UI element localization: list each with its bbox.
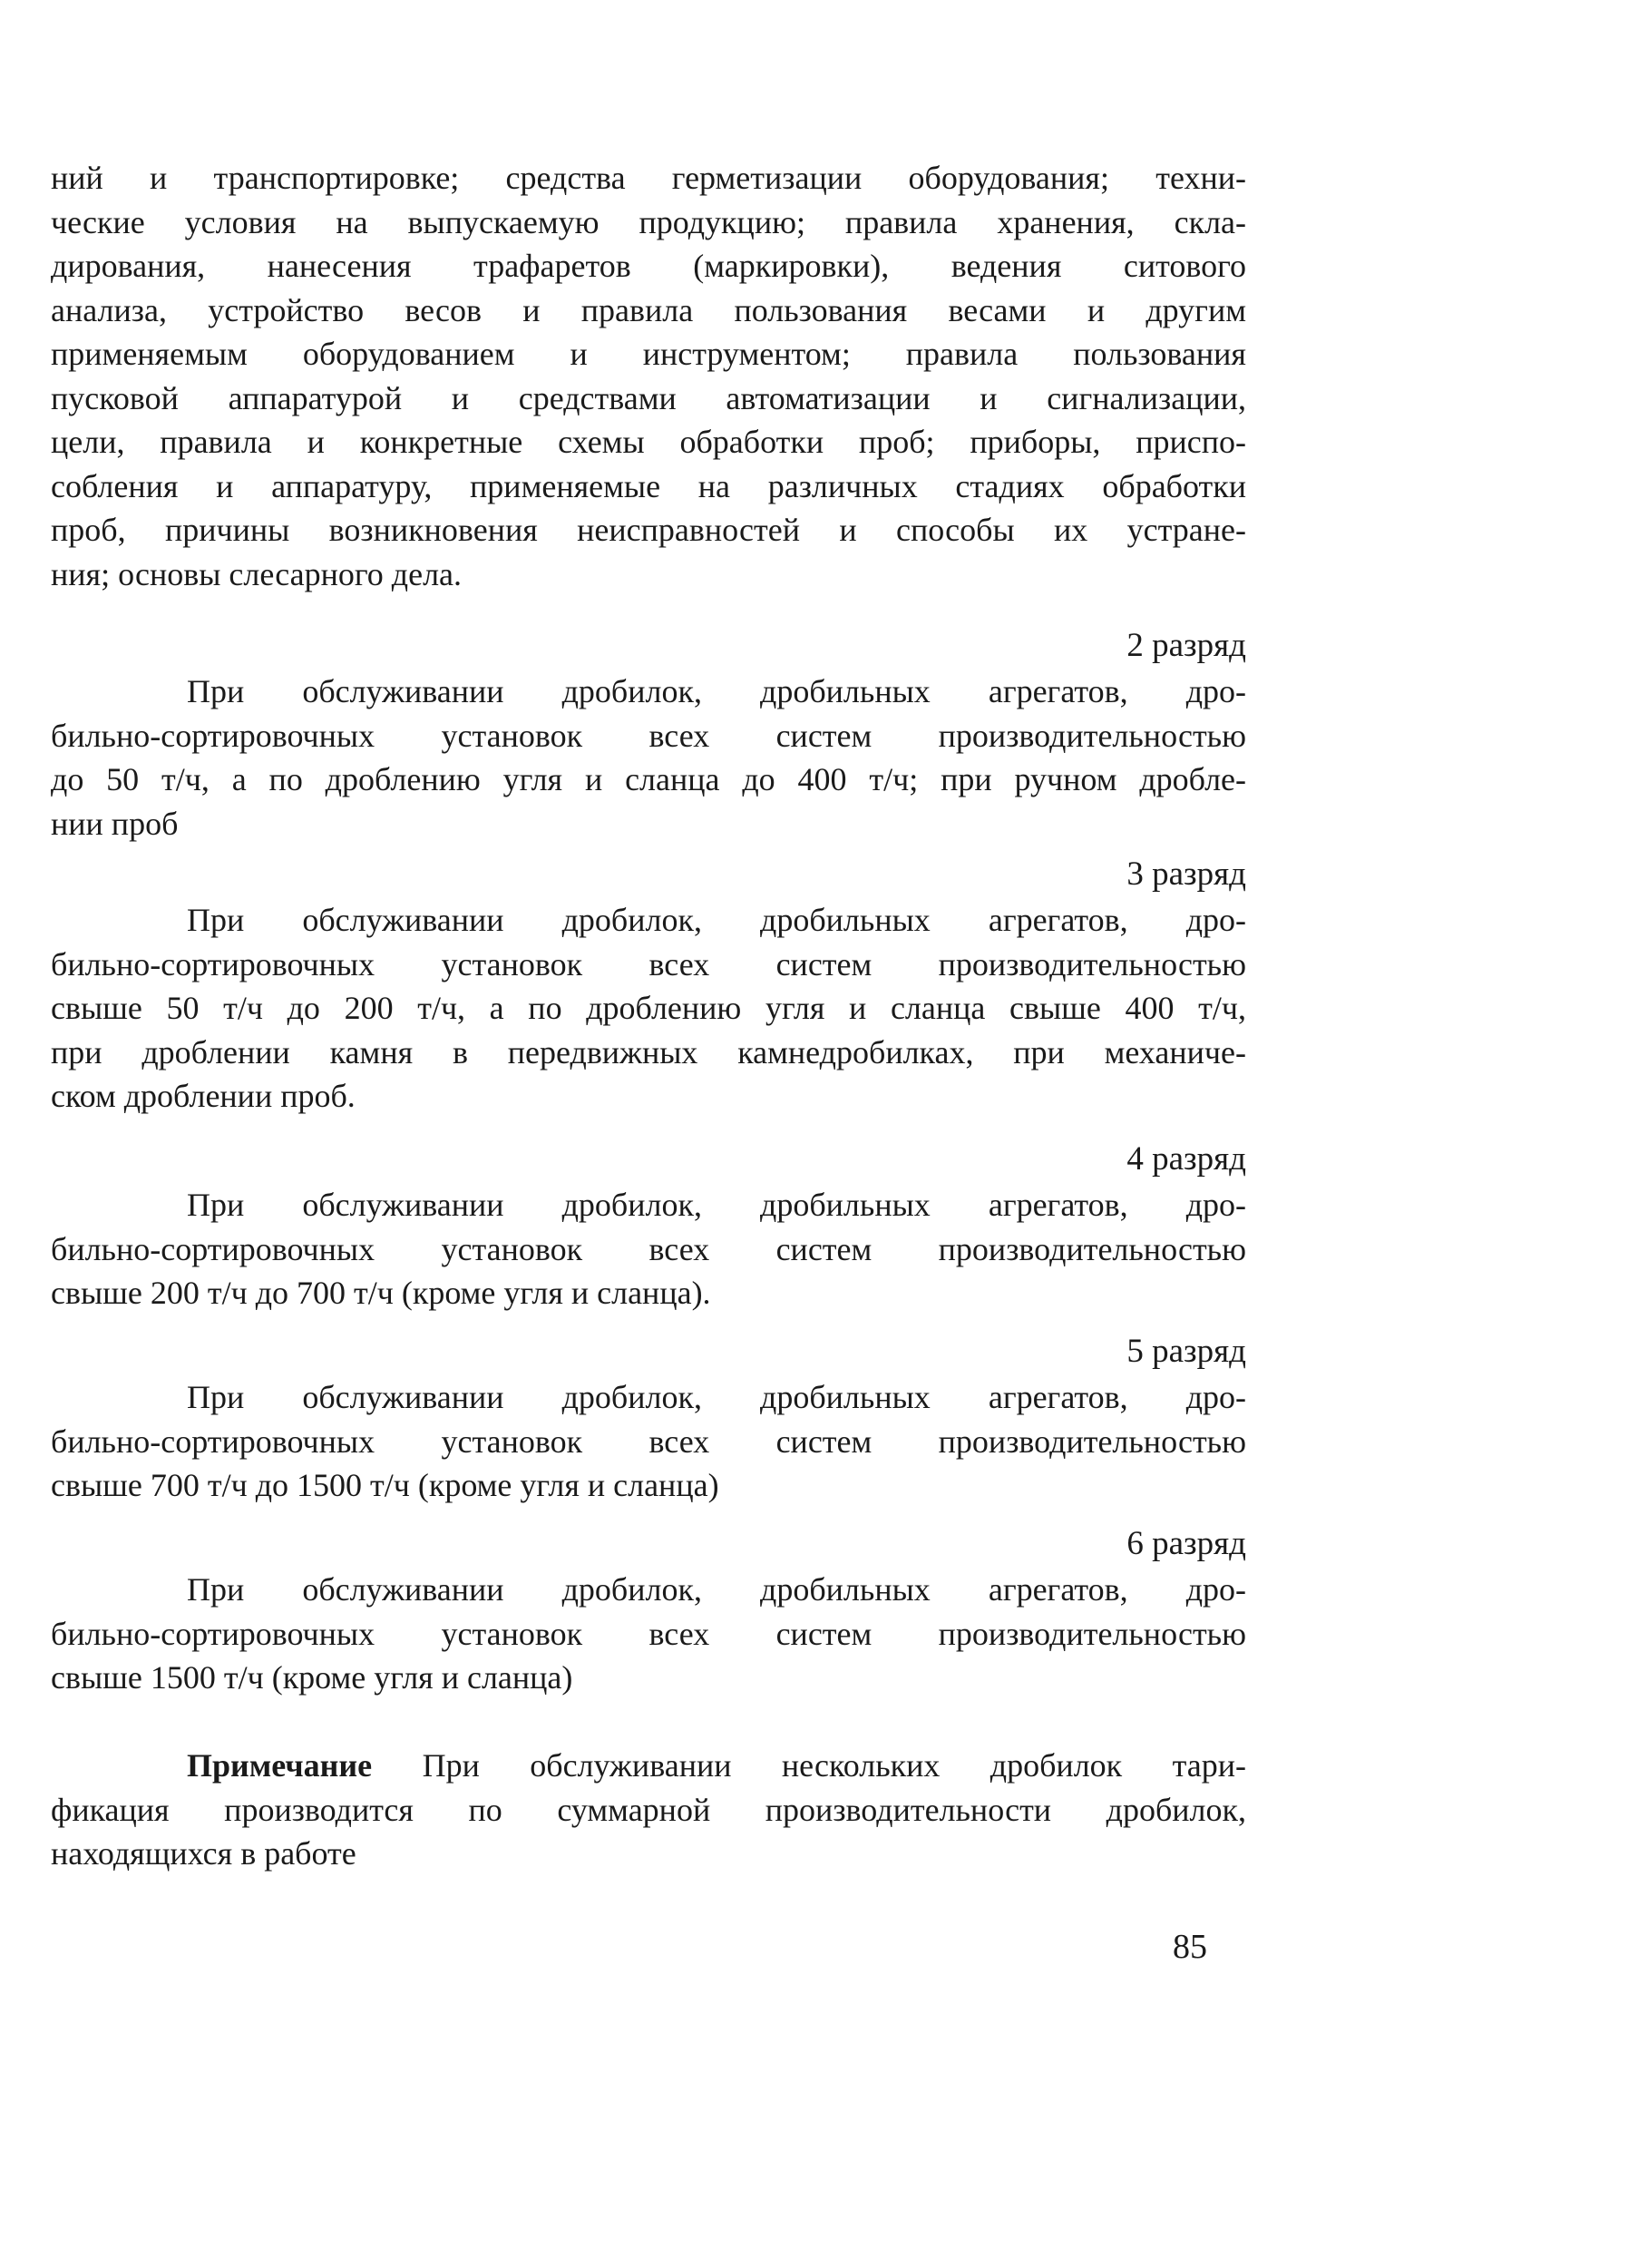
grade-line: бильно-сортировочных установок всех систем производительностью [51,1615,1246,1652]
grade-line: бильно-сортировочных установок всех систем производительностью [51,1422,1246,1460]
grade-6-paragraph [51,1568,1246,1700]
intro-line: цели, правила и конкретные схемы обработки проб; приборы, приспо- [51,424,1246,460]
grade-line: бильно-сортировочных установок всех систем производительностью [51,1230,1246,1267]
grade-line: При обслуживании дробилок, дробильных агрегатов, дро- [187,1571,1246,1608]
page-number: 85 [1173,1928,1207,1966]
intro-line: пусковой аппаратурой и средствами автоматизации и сигнализации, [51,379,1246,416]
note-label: Примечание [187,1747,373,1784]
grade-heading-2: 2 разряд [1126,627,1246,664]
grade-5-paragraph [51,1375,1246,1508]
grade-line: свыше 700 т/ч до 1500 т/ч (кроме угля и сланца) [51,1467,719,1503]
intro-line: собления и аппаратуру, применяемые на различных стадиях обработки [51,467,1246,504]
note-line: фикация производится по суммарной производительности дробилок, [51,1791,1246,1828]
grade-line: ском дроблении проб. [51,1078,356,1114]
intro-line: анализа, устройство весов и правила пользования весами и другим [51,291,1246,328]
grade-line: свыше 50 т/ч до 200 т/ч, а по дроблению угля и сланца свыше 400 т/ч, [51,990,1246,1026]
intro-line: ния; основы слесарного дела. [51,555,463,592]
grade-heading-6: 6 разряд [1126,1525,1246,1562]
grade-line: При обслуживании дробилок, дробильных агрегатов, дро- [187,1187,1246,1223]
grade-line: При обслуживании дробилок, дробильных агрегатов, дро- [187,1379,1246,1415]
note-first-line [51,1744,1246,1788]
grade-line: бильно-сортировочных установок всех систем производительностью [51,945,1246,982]
intro-line: ческие условия на выпускаемую продукцию; правила хранения, скла- [51,203,1246,240]
grade-line: при дроблении камня в передвижных камнедробилках, при механиче- [51,1033,1246,1070]
grade-line: до 50 т/ч, а по дроблению угля и сланца до 400 т/ч; при ручном дробле- [51,761,1246,797]
note-first-line-text: При обслуживании нескольких дробилок тари- [372,1747,1246,1784]
grade-line: нии проб [51,805,179,842]
grade-heading-5: 5 разряд [1126,1333,1246,1370]
grade-line: свыше 200 т/ч до 700 т/ч (кроме угля и сланца). [51,1275,711,1311]
grade-4-paragraph [51,1183,1246,1315]
note-paragraph [51,1744,1246,1876]
intro-line: применяемым оборудованием и инструментом; правила пользования [51,336,1246,372]
intro-line: ний и транспортировке; средства герметизации оборудования; техни- [51,160,1246,196]
grade-line: свыше 1500 т/ч (кроме угля и сланца) [51,1659,573,1696]
intro-paragraph [51,156,1246,596]
grade-line: При обслуживании дробилок, дробильных агрегатов, дро- [187,673,1246,709]
grade-3-paragraph [51,898,1246,1119]
grade-line: При обслуживании дробилок, дробильных агрегатов, дро- [187,902,1246,938]
grade-line: бильно-сортировочных установок всех систем производительностью [51,717,1246,754]
grade-heading-3: 3 разряд [1126,855,1246,893]
grade-2-paragraph [51,670,1246,846]
grade-heading-4: 4 разряд [1126,1140,1246,1178]
note-line: находящихся в работе [51,1835,356,1872]
intro-line: проб, причины возникновения неисправностей и способы их устране- [51,512,1246,548]
intro-line: дирования, нанесения трафаретов (маркировки), ведения ситового [51,248,1246,284]
